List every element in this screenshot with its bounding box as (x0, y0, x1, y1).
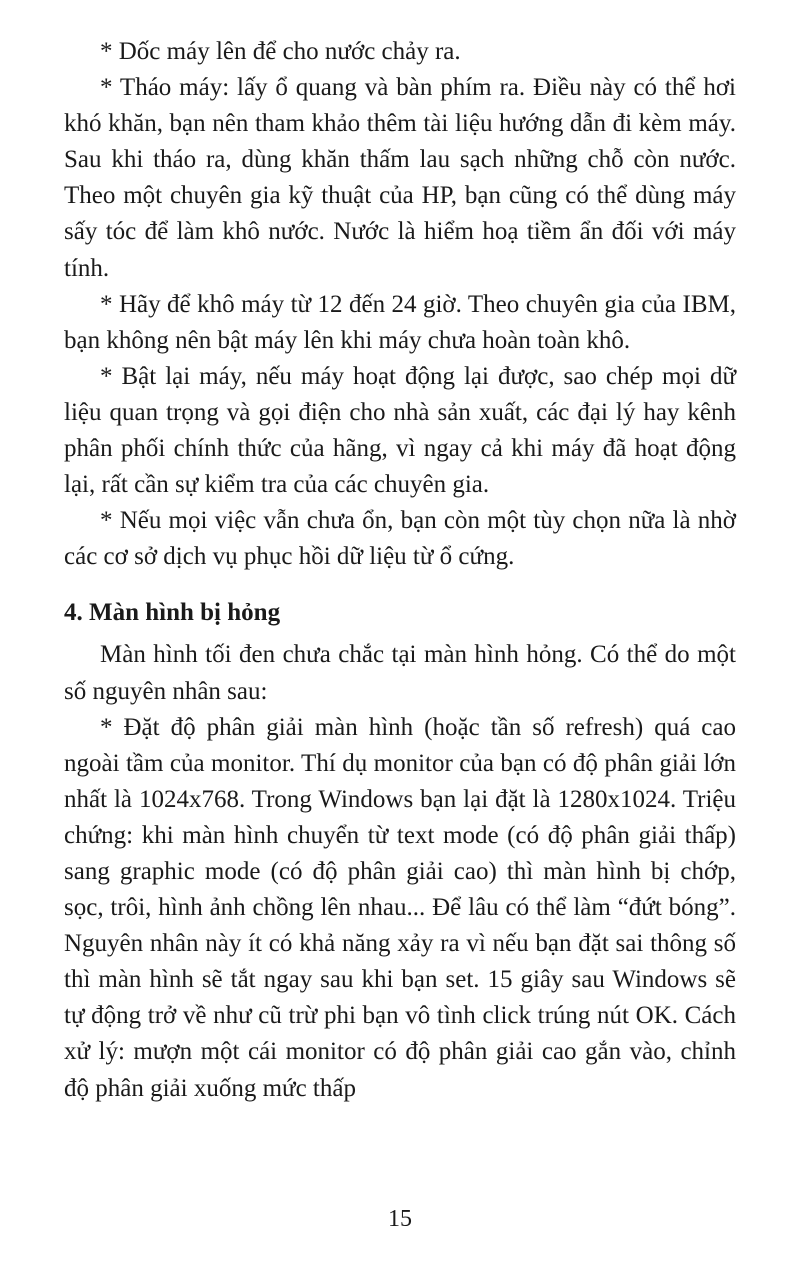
paragraph-screen-intro: Màn hình tối đen chưa chắc tại màn hình hỏng. Có thể do một số nguyên nhân sau: (64, 641, 736, 705)
paragraph-disassemble: * Tháo máy: lấy ổ quang và bàn phím ra. Điều này có thể hơi khó khăn, bạn nên tham khảo thêm tài liệu hướng dẫn đi kèm máy. Sau khi tháo ra, dùng khăn thấm lau sạch những chỗ còn nước. Theo một chuyên gia kỹ thuật của HP, bạn cũng có thể dùng máy sấy tóc để làm khô nước. Nước là hiểm hoạ tiềm ẩn đối với máy tính. (64, 74, 736, 282)
paragraph-tilt-machine: * Dốc máy lên để cho nước chảy ra. (100, 38, 461, 65)
paragraph-power-on: * Bật lại máy, nếu máy hoạt động lại được, sao chép mọi dữ liệu quan trọng và gọi điện cho nhà sản xuất, các đại lý hay kênh phân phối chính thức của hãng, vì ngay cả khi máy đã hoạt động lại, rất cần sự kiểm tra của các chuyên gia. (64, 362, 736, 499)
paragraph-dry-machine: * Hãy để khô máy từ 12 đến 24 giờ. Theo chuyên gia của IBM, bạn không nên bật máy lên khi máy chưa hoàn toàn khô. (64, 290, 736, 354)
paragraph-resolution: * Đặt độ phân giải màn hình (hoặc tần số refresh) quá cao ngoài tầm của monitor. Thí dụ monitor của bạn có độ phân giải lớn nhất là 1024x768. Trong Windows bạn lại đặt là 1280x1024. Triệu chứng: khi màn hình chuyển từ text mode (có độ phân giải thấp) sang graphic mode (có độ phân giải cao) thì màn hình bị chớp, sọc, trôi, hình ảnh chồng lên nhau... Để lâu có thể làm “đứt bóng”. Nguyên nhân này ít có khả năng xảy ra vì nếu bạn đặt sai thông số thì màn hình sẽ tắt ngay sau khi bạn set. 15 giây sau Windows sẽ tự động trở về như cũ trừ phi bạn vô tình click trúng nút OK. Cách xử lý: mượn một cái monitor có độ phân giải cao gắn vào, chỉnh độ phân giải xuống mức thấp (64, 713, 736, 1102)
paragraph-data-recovery: * Nếu mọi việc vẫn chưa ổn, bạn còn một tùy chọn nữa là nhờ các cơ sở dịch vụ phục hồi dữ liệu từ ổ cứng. (64, 507, 736, 571)
body-text (64, 34, 736, 1107)
section-heading: 4. Màn hình bị hỏng (64, 599, 281, 627)
page-number: 15 (388, 1206, 412, 1232)
